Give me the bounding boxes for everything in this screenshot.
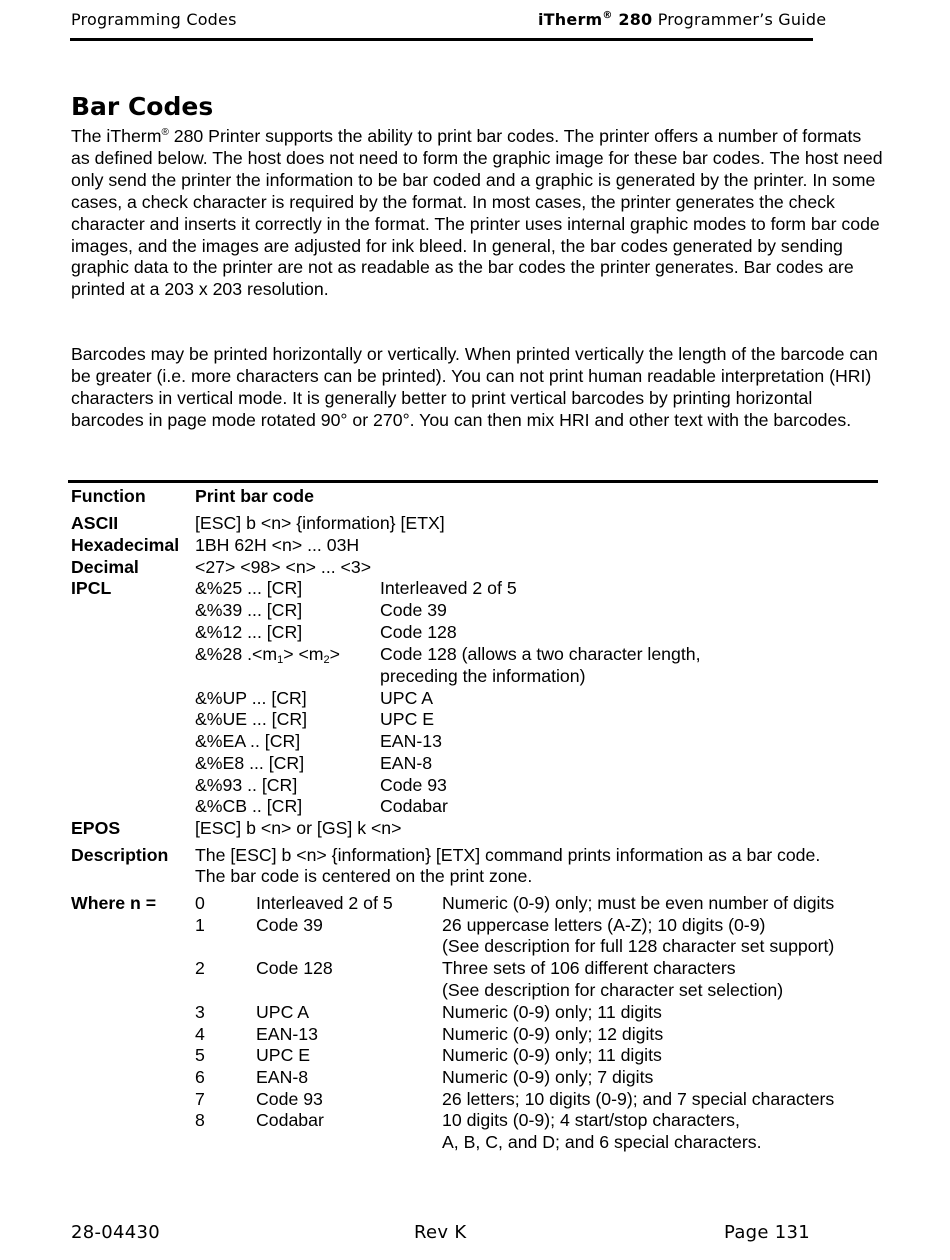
where-desc: 26 uppercase letters (A-Z); 10 digits (0-9) [442,915,766,935]
intro-rest: 280 Printer supports the ability to print bar codes. The printer offers a number of formats as defined below. The host does not need to form the graphic image for these bar codes. The host need only send the printer the information to be bar coded and a graphic is generated by the printer. In some cases, a check character is required by the format. In most cases, the printer generates the check character and inserts it correctly in the format. The printer uses internal graphic modes to form bar code images, and the images are adjusted for ink bleed. In general, the bar codes generated by sending graphic data to the printer are not as readable as the bar codes the printer generates. Bar codes are printed at a 203 x 203 resolution. [71,126,883,300]
ascii-label: ASCII [71,513,119,533]
where-n: 1 [195,915,205,935]
hex-label: Hexadecimal [71,535,180,555]
ipcl-desc: UPC A [380,688,434,708]
ascii-value: [ESC] b <n> {information} [ETX] [195,513,445,533]
where-desc: A, B, C, and D; and 6 special characters. [442,1132,762,1152]
ipcl-desc: Interleaved 2 of 5 [380,578,517,598]
ipcl-desc: Code 39 [380,600,447,620]
where-name: EAN-8 [256,1067,309,1087]
header-section-title: Programming Codes [71,10,237,29]
description-line: The [ESC] b <n> {information} [ETX] command prints information as a bar code. [195,845,821,865]
registered-mark: ® [602,10,613,21]
ipcl-desc: Code 93 [380,775,447,795]
header-guide: Programmer’s Guide [657,10,827,29]
ipcl-code: &%39 ... [CR] [195,600,303,620]
intro-paragraph [71,126,883,301]
ipcl-desc: EAN-13 [380,731,442,751]
description-label: Description [71,845,169,865]
hex-value: 1BH 62H <n> ... 03H [195,535,360,555]
orientation-paragraph: Barcodes may be printed horizontally or vertically. When printed vertically the length of the barcode can be greater (i.e. more characters can be printed). You can not print human readable interpretation (HRI) characters in vertical mode. It is generally better to print vertical barcodes by printing horizontal barcodes in page mode rotated 90° or 270°. You can then mix HRI and other text with the barcodes. [71,344,878,430]
where-name: Code 128 [256,958,333,978]
subscript: 2 [323,654,330,666]
where-name: Interleaved 2 of 5 [256,893,393,913]
ipcl-code-part: &%28 .<m [195,644,278,664]
ipcl-desc: UPC E [380,709,435,729]
ipcl-code: &%25 ... [CR] [195,578,303,598]
section-rule [68,480,878,483]
where-name: UPC A [256,1002,310,1022]
header-guide-title [538,10,826,29]
ipcl-desc: EAN-8 [380,753,433,773]
page-title: Bar Codes [71,92,214,121]
ipcl-label: IPCL [71,578,112,598]
ipcl-code: &%CB .. [CR] [195,796,303,816]
where-name: Code 39 [256,915,323,935]
description-line: The bar code is centered on the print zone. [195,866,533,886]
ipcl-code-part: > [329,644,340,664]
ipcl-desc: Code 128 [380,622,457,642]
where-desc: (See description for character set selection) [442,980,784,1000]
where-name: UPC E [256,1045,311,1065]
where-desc: Numeric (0-9) only; 11 digits [442,1002,662,1022]
subscript: 1 [277,654,284,666]
where-desc: Three sets of 106 different characters [442,958,736,978]
footer-revision: Rev K [414,1222,467,1243]
header-brand: iTherm [538,10,603,29]
ipcl-desc: Codabar [380,796,448,816]
ipcl-desc: Code 128 (allows a two character length, [380,644,701,664]
where-name: Code 93 [256,1089,323,1109]
decimal-label: Decimal [71,557,139,577]
where-desc: Numeric (0-9) only; 12 digits [442,1024,664,1044]
function-value: Print bar code [195,486,314,506]
where-n: 6 [195,1067,205,1087]
ipcl-code: &%12 ... [CR] [195,622,303,642]
where-n: 7 [195,1089,205,1109]
where-desc: Numeric (0-9) only; 7 digits [442,1067,654,1087]
where-desc: Numeric (0-9) only; 11 digits [442,1045,662,1065]
ipcl-code: &%UE ... [CR] [195,709,308,729]
where-n: 3 [195,1002,205,1022]
where-n: 5 [195,1045,205,1065]
ipcl-code: &%93 .. [CR] [195,775,298,795]
where-desc: 10 digits (0-9); 4 start/stop characters, [442,1110,740,1130]
ipcl-desc: preceding the information) [380,666,586,686]
ipcl-code: &%EA .. [CR] [195,731,301,751]
header-rule [70,38,813,41]
where-desc: 26 letters; 10 digits (0-9); and 7 special characters [442,1089,835,1109]
epos-label: EPOS [71,818,121,838]
ipcl-code [195,644,340,666]
where-desc: (See description for full 128 character set support) [442,936,835,956]
registered-mark: ® [161,127,169,138]
where-label: Where n = [71,893,157,913]
ipcl-code-part: > <m [283,644,324,664]
where-name: EAN-13 [256,1024,318,1044]
decimal-value: <27> <98> <n> ... <3> [195,557,372,577]
where-desc: Numeric (0-9) only; must be even number of digits [442,893,835,913]
where-n: 4 [195,1024,205,1044]
epos-value: [ESC] b <n> or [GS] k <n> [195,818,402,838]
where-n: 2 [195,958,205,978]
where-n: 8 [195,1110,205,1130]
function-label: Function [71,486,146,506]
ipcl-code: &%UP ... [CR] [195,688,307,708]
footer-page-number: Page 131 [724,1222,811,1243]
header-model: 280 [618,10,653,29]
ipcl-code: &%E8 ... [CR] [195,753,305,773]
where-n: 0 [195,893,205,913]
where-name: Codabar [256,1110,324,1130]
footer-doc-number: 28-04430 [71,1222,161,1243]
intro-lead: The iTherm [71,126,162,146]
